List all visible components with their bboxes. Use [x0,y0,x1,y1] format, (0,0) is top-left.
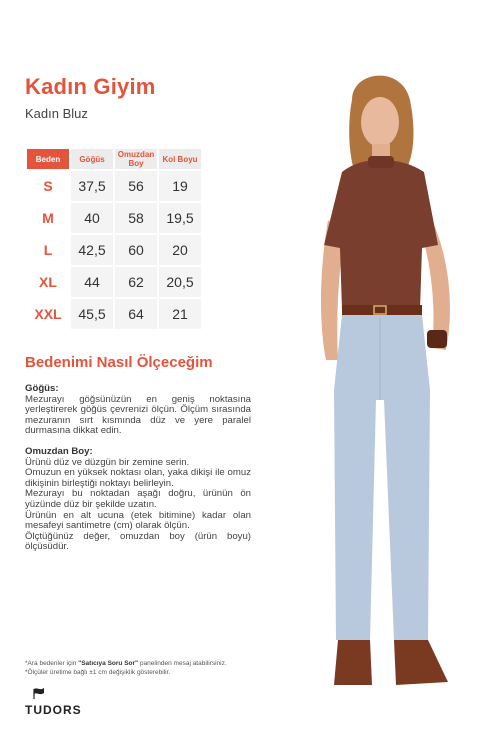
model-face [361,97,399,147]
length-guide-step: Ürünün en alt ucuna (etek bitimine) kadar olan mesafeyi santimetre (cm) olarak ölçün. [25,509,251,532]
footnote-1-pre: *Ara bedenler için [25,660,79,667]
header-chest: Göğüs [71,149,113,169]
model-left-boot [334,640,372,685]
sleeve-value: 20 [159,235,201,265]
page-title: Kadın Giyim [25,74,156,99]
page-subtitle: Kadın Bluz [25,106,88,121]
size-label: M [27,203,69,233]
model-top [324,160,438,310]
sleeve-value: 19 [159,171,201,201]
length-value: 62 [115,267,157,297]
sleeve-value: 20,5 [159,267,201,297]
length-value: 64 [115,299,157,329]
length-guide-step: Ürünü düz ve düzgün bir zemine serin. [25,456,190,468]
table-row [27,235,201,265]
table-row [27,299,201,329]
brand-logo [25,686,105,717]
footnote-2: *Ölçüler üretime bağlı ±1 cm değişiklik gösterebilir. [25,669,171,676]
header-sleeve: Kol Boyu [159,149,201,169]
chest-guide-text: Mezurayı göğsünüzün en geniş noktasına yerleştirerek göğüs çevrenizi ölçün. Ölçüm sırasında mezuranın sırt kısmında düz ve yere paralel durmasına dikkat edin. [25,393,251,437]
header-length: Omuzdan Boy [115,149,157,169]
length-guide-step: Mezurayı bu noktadan aşağı doğru, ürünün ön yüzünde düz bir şekilde uzatın. [25,488,251,510]
footnote-1-post: panelinden mesaj atabilirsiniz. [138,660,227,667]
chest-value: 44 [71,267,113,297]
table-row [27,171,201,201]
length-guide-step: Omuzun en yüksek noktası olan, yaka dikişi ile omuz dikişinin birleştiği noktayı belirleyin. [25,467,251,489]
footnote-1-bold: "Satıcıya Soru Sor" [78,660,139,667]
chest-value: 40 [71,203,113,233]
size-label: S [27,171,69,201]
measure-guide-title: Bedenimi Nasıl Ölçeceğim [25,354,213,371]
footnote-1 [25,659,227,668]
flag-icon [25,686,47,700]
size-label: L [27,235,69,265]
model-collar [368,156,394,168]
chest-guide-heading: Göğüs: [25,383,59,394]
model-right-boot [394,640,448,685]
length-guide-step: Ölçtüğünüz değer, omuzdan boy (ürün boyu) ölçüsüdür. [25,530,251,553]
chest-value: 42,5 [71,235,113,265]
table-row [27,267,201,297]
chest-value: 45,5 [71,299,113,329]
size-label: XL [27,267,69,297]
footnotes [25,659,227,677]
length-value: 58 [115,203,157,233]
sleeve-value: 21 [159,299,201,329]
length-guide-heading: Omuzdan Boy: [25,446,93,457]
chest-guide [25,384,251,437]
sleeve-value: 19,5 [159,203,201,233]
size-table [25,147,203,331]
table-row [27,203,201,233]
length-value: 60 [115,235,157,265]
size-label: XXL [27,299,69,329]
model-jeans [334,315,430,640]
model-photo [282,60,482,700]
model-bracelet [427,330,447,348]
length-value: 56 [115,171,157,201]
size-table-header [27,149,201,169]
header-size: Beden [27,149,69,169]
brand-name: TUDORS [25,703,82,717]
length-guide [25,447,251,553]
chest-value: 37,5 [71,171,113,201]
